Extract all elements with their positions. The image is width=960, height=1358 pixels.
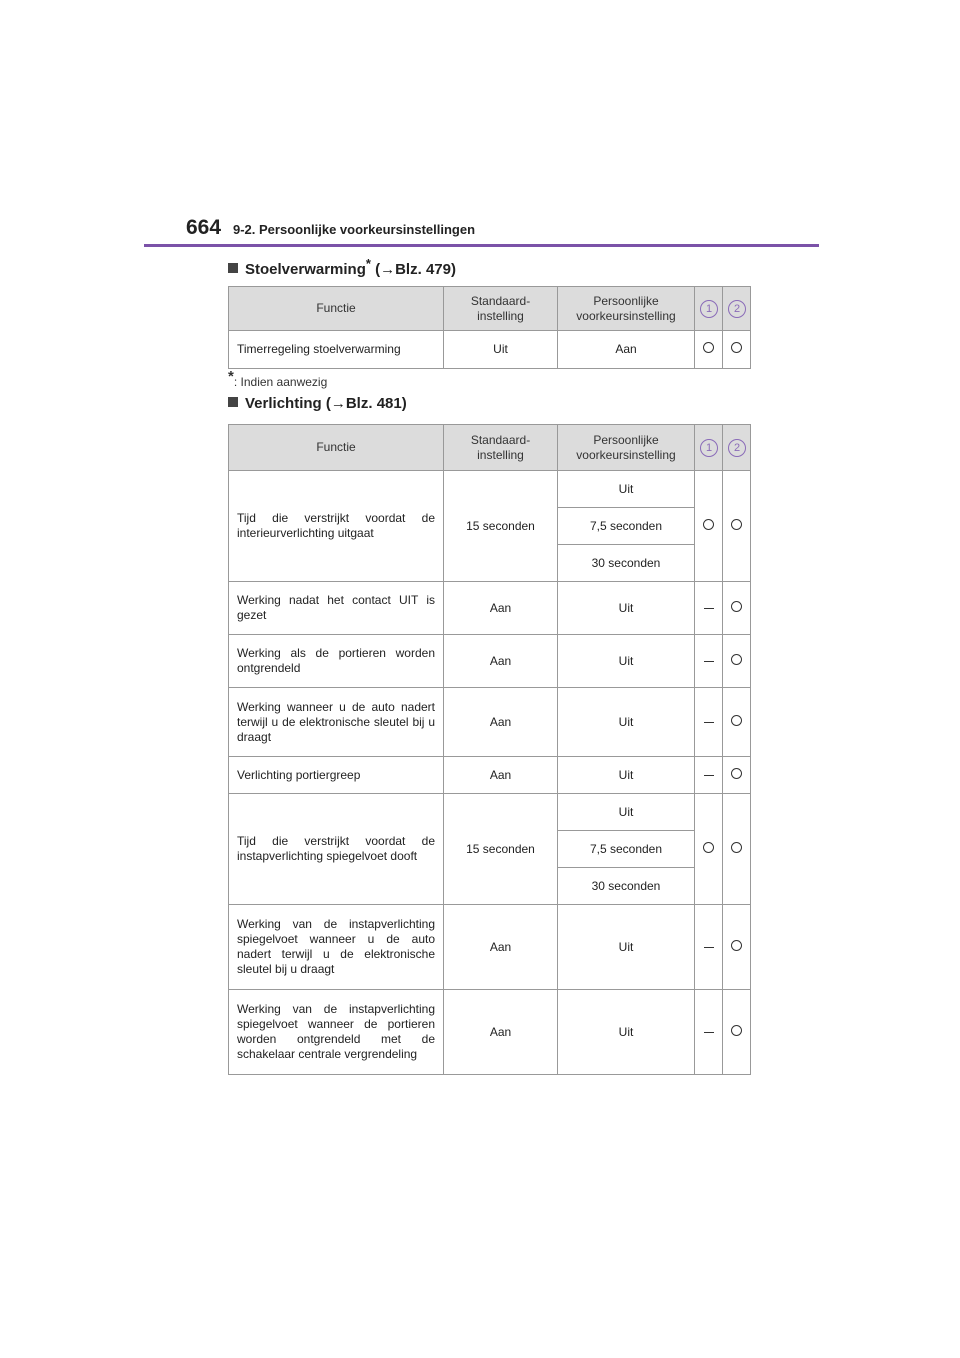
cell-mark-2 [723,990,751,1075]
circle-mark-icon [731,715,742,726]
cell-mark-1 [695,757,723,794]
cell-standaard: Aan [444,688,558,757]
cell-option: 7,5 seconden [558,831,695,868]
footnote-text: : Indien aanwezig [233,375,328,389]
cell-mark-2 [723,794,751,905]
footnote [228,368,327,389]
circle-mark-icon [731,842,742,853]
cell-mark-2 [723,688,751,757]
cell-functie: Werking wanneer u de auto nadert terwijl u de elektronische sleutel bij u draagt [229,688,444,757]
cell-standaard: 15 seconden [444,471,558,582]
dash-mark-icon [704,722,714,724]
dash-mark-icon [704,1032,714,1034]
cell-option: Uit [558,905,695,990]
table-row [229,471,751,508]
cell-mark-1 [695,905,723,990]
cell-option: Uit [558,582,695,635]
cell-option: Uit [558,471,695,508]
circle-mark-icon [731,1025,742,1036]
header-functie: Functie [229,287,444,331]
square-bullet-icon [228,397,238,407]
circled-2-icon: 2 [728,300,746,318]
cell-option: 7,5 seconden [558,508,695,545]
cell-functie: Verlichting portiergreep [229,757,444,794]
header-functie: Functie [229,425,444,471]
circle-mark-icon [731,601,742,612]
cell-functie: Werking nadat het contact UIT is gezet [229,582,444,635]
cell-mark-2 [723,757,751,794]
cell-standaard: Aan [444,990,558,1075]
cell-option: Uit [558,635,695,688]
cell-mark-1 [695,794,723,905]
cell-mark-1 [695,582,723,635]
circled-1-icon: 1 [700,300,718,318]
table-header-row [229,287,751,331]
table-header-row [229,425,751,471]
footnote-mark: * [228,368,234,385]
page-reference: (→Blz. 479) [375,261,456,278]
cell-option: Uit [558,990,695,1075]
circle-mark-icon [731,768,742,779]
settings-table-stoelverwarming [228,286,751,369]
table-row [229,990,751,1075]
header-standaard: Standaard-instelling [444,425,558,471]
settings-table-verlichting [228,424,751,1075]
table-row [229,794,751,831]
cell-mark-1 [695,635,723,688]
page-reference: (→Blz. 481) [325,395,407,412]
cell-functie: Tijd die verstrijkt voordat de interieurverlichting uitgaat [229,471,444,582]
circle-mark-icon [703,519,714,530]
section-title: 9-2. Persoonlijke voorkeursinstellingen [233,222,476,237]
cell-standaard: Aan [444,757,558,794]
circle-mark-icon [731,342,742,353]
cell-standaard: 15 seconden [444,794,558,905]
cell-mark-1 [695,471,723,582]
heading-title: Verlichting [245,395,322,412]
heading-verlichting [228,395,407,412]
dash-mark-icon [704,608,714,610]
cell-mark-2 [723,471,751,582]
circle-mark-icon [703,842,714,853]
cell-mark-2 [723,905,751,990]
table-row [229,757,751,794]
page-number: 664 [186,216,222,239]
circled-1-icon: 1 [700,439,718,457]
cell-mark-1 [695,990,723,1075]
circled-2-icon: 2 [728,439,746,457]
table-row [229,905,751,990]
table-row [229,582,751,635]
cell-mark-1 [695,688,723,757]
cell-mark-2 [723,331,751,369]
circle-mark-icon [703,342,714,353]
cell-mark-2 [723,635,751,688]
cell-functie: Werking als de portieren worden ontgrendeld [229,635,444,688]
dash-mark-icon [704,661,714,663]
cell-option: Uit [558,794,695,831]
header-standaard: Standaard-instelling [444,287,558,331]
circle-mark-icon [731,940,742,951]
circle-mark-icon [731,654,742,665]
cell-option: 30 seconden [558,545,695,582]
page-header [186,216,816,246]
header-persoonlijke: Persoonlijke voorkeursinstelling [558,425,695,471]
cell-standaard: Aan [444,635,558,688]
dash-mark-icon [704,775,714,777]
cell-functie: Werking van de instapverlichting spiegelvoet wanneer u de auto nadert terwijl u de elektronische sleutel bij u draagt [229,905,444,990]
cell-option: Aan [558,331,695,369]
cell-standaard: Aan [444,582,558,635]
cell-functie: Timerregeling stoelverwarming [229,331,444,369]
asterisk-mark: * [365,256,371,271]
cell-standaard: Uit [444,331,558,369]
table-row [229,688,751,757]
cell-option: Uit [558,757,695,794]
cell-functie: Werking van de instapverlichting spiegelvoet wanneer de portieren worden ontgrendeld met de schakelaar centrale vergrendeling [229,990,444,1075]
cell-option: 30 seconden [558,868,695,905]
heading-title: Stoelverwarming [245,261,366,278]
table-row [229,331,751,369]
cell-functie: Tijd die verstrijkt voordat de instapverlichting spiegelvoet dooft [229,794,444,905]
heading-stoelverwarming [228,256,456,278]
cell-mark-2 [723,582,751,635]
cell-mark-1 [695,331,723,369]
cell-option: Uit [558,688,695,757]
cell-standaard: Aan [444,905,558,990]
table-row [229,635,751,688]
square-bullet-icon [228,263,238,273]
header-persoonlijke: Persoonlijke voorkeursinstelling [558,287,695,331]
dash-mark-icon [704,947,714,949]
circle-mark-icon [731,519,742,530]
header-rule [144,244,819,247]
